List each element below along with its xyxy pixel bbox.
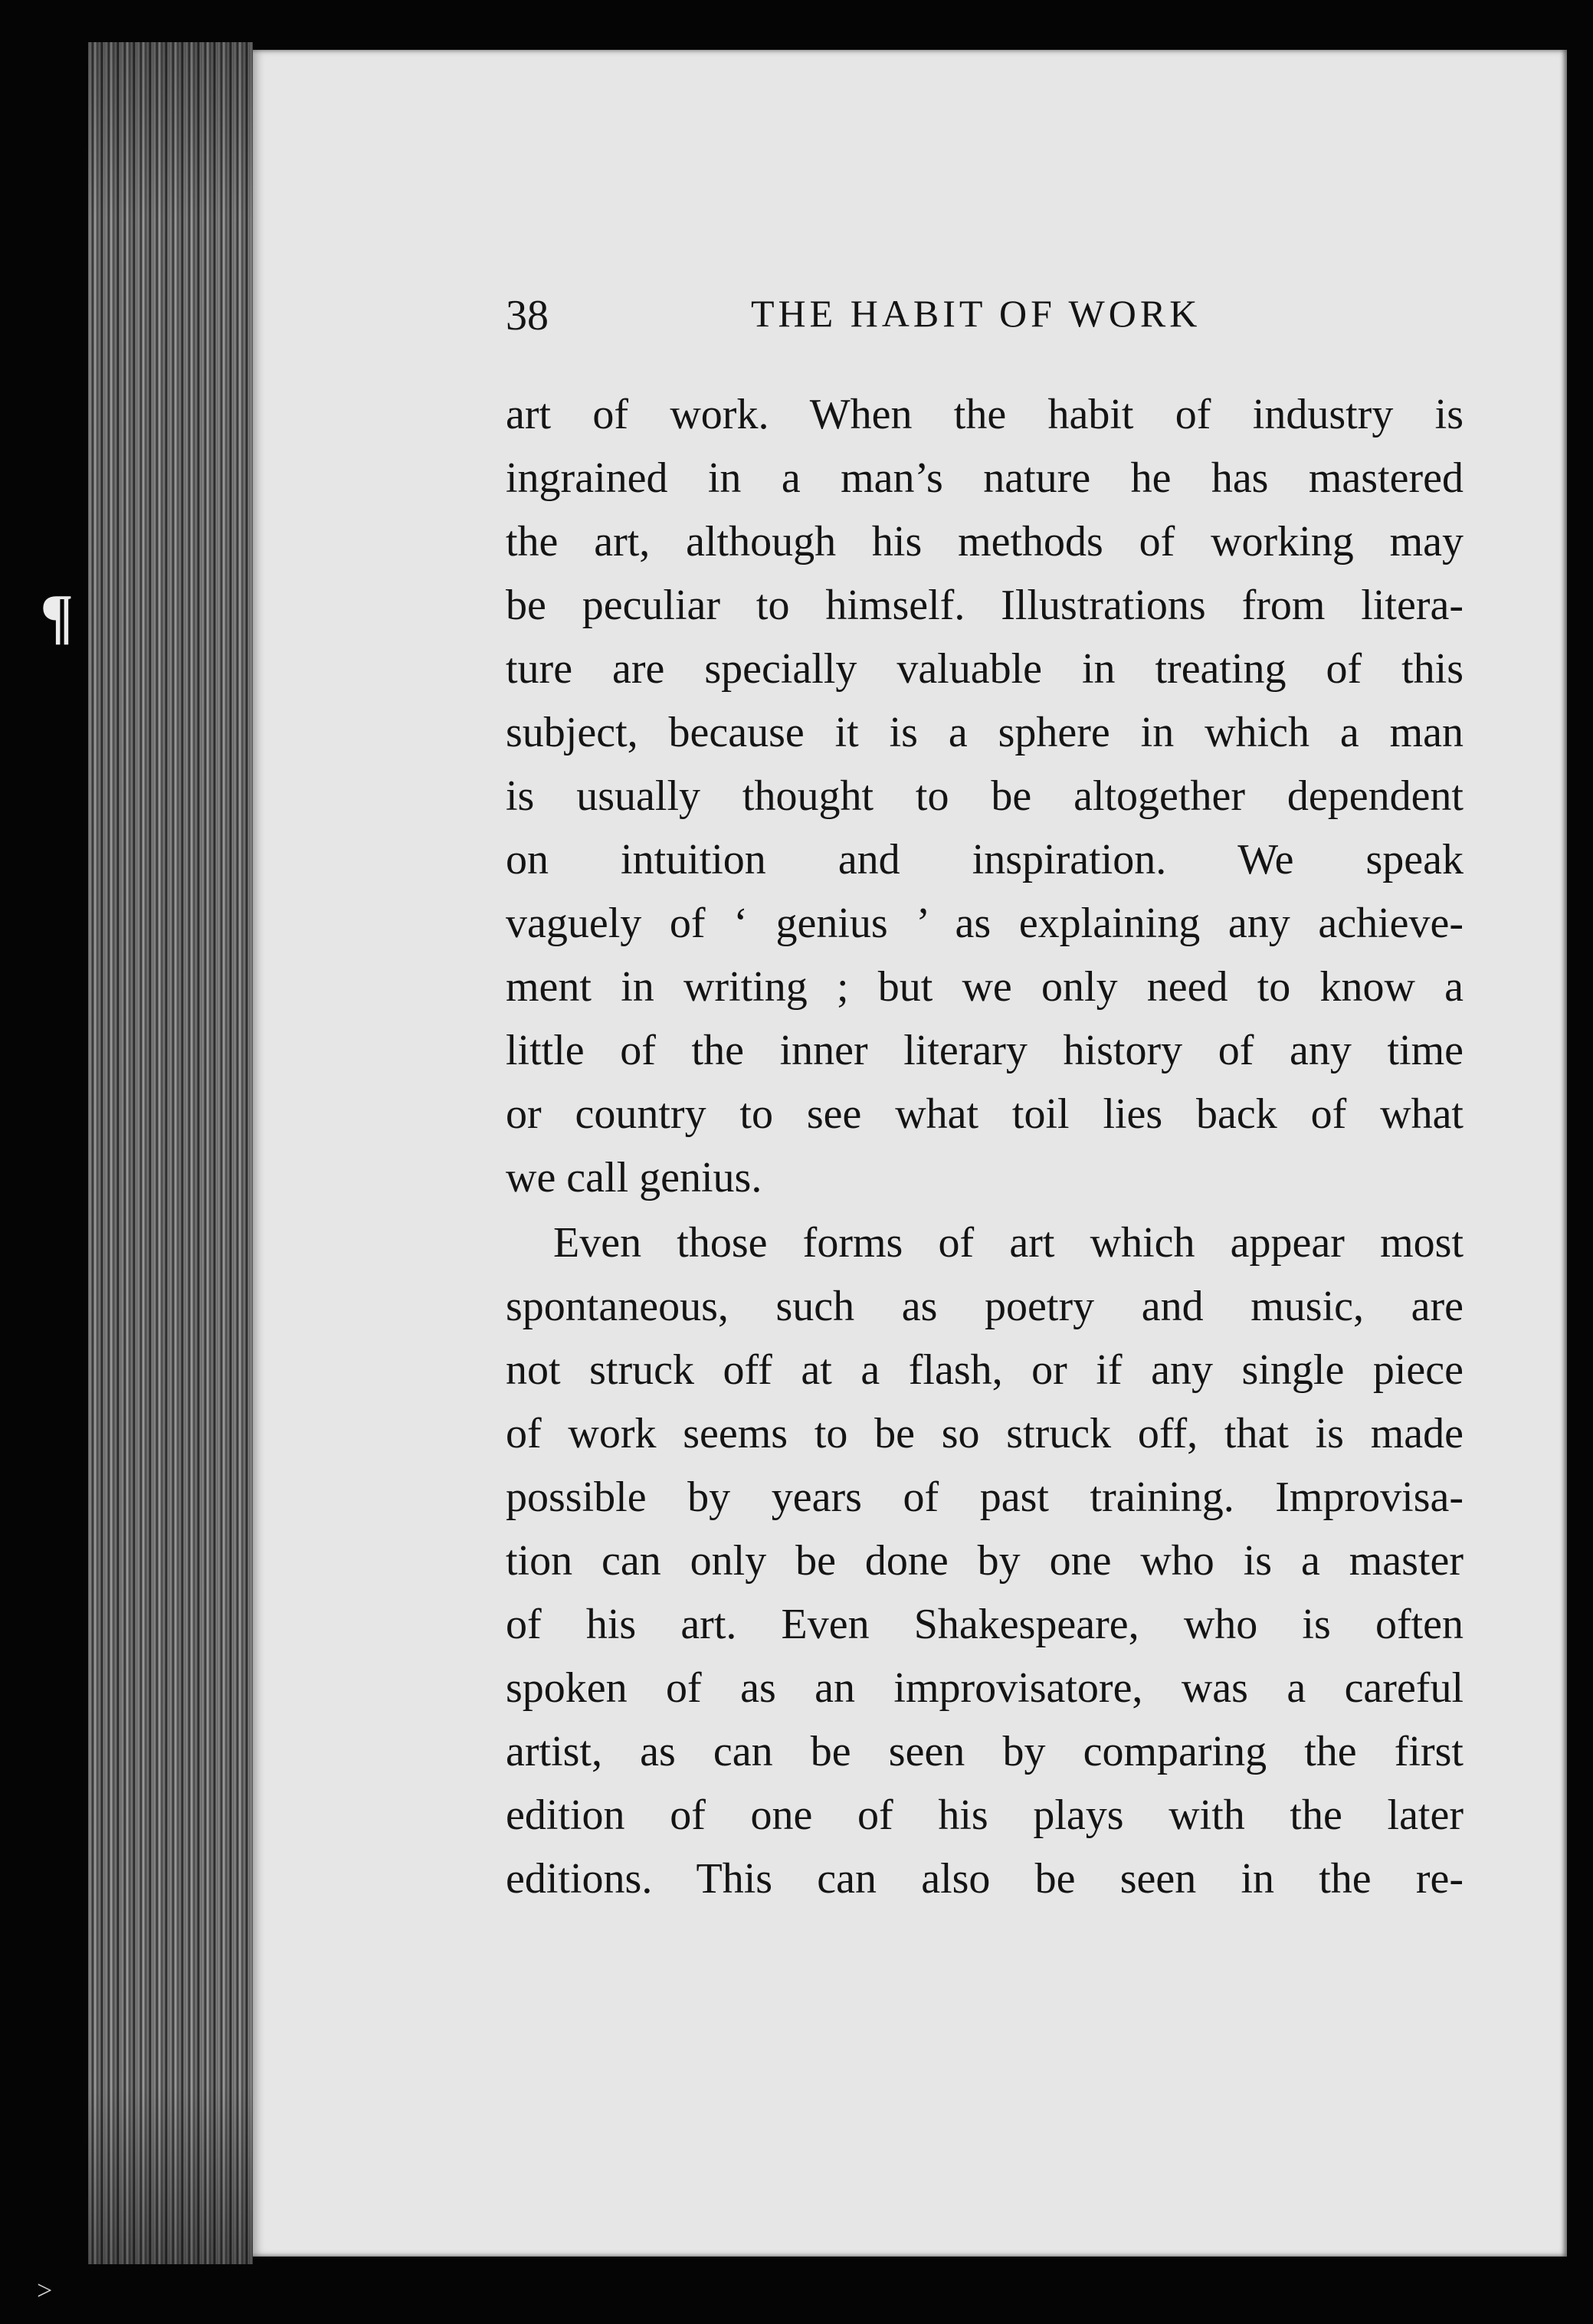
paragraph-2 — [506, 1211, 1464, 1911]
text-line: artist, as can be seen by comparing the first — [506, 1728, 1464, 1775]
text-line: or country to see what toil lies back of what — [506, 1090, 1464, 1138]
text-line: editions. This can also be seen in the re- — [506, 1855, 1464, 1903]
text-line: Even those forms of art which appear most — [553, 1219, 1464, 1267]
paragraph-1 — [506, 383, 1464, 1210]
text-line: art of work. When the habit of industry is — [506, 391, 1464, 438]
running-title: THE HABIT OF WORK — [751, 292, 1201, 335]
text-line: we call genius. — [506, 1154, 762, 1201]
margin-mark: ¶ — [42, 583, 73, 651]
text-line: the art, although his methods of working may — [506, 518, 1464, 565]
text-line: spoken of as an improvisatore, was a careful — [506, 1664, 1464, 1712]
text-line: tion can only be done by one who is a master — [506, 1537, 1464, 1585]
text-line: possible by years of past training. Improvisa- — [506, 1473, 1464, 1521]
text-line: on intuition and inspiration. We speak — [506, 836, 1464, 883]
text-line: ingrained in a man’s nature he has mastered — [506, 454, 1464, 502]
text-line: subject, because it is a sphere in which a man — [506, 709, 1464, 756]
text-line: is usually thought to be altogether dependent — [506, 772, 1464, 820]
text-line: vaguely of ‘ genius ’ as explaining any achieve- — [506, 900, 1464, 947]
text-line: spontaneous, such as poetry and music, are — [506, 1283, 1464, 1330]
text-line: little of the inner literary history of any time — [506, 1027, 1464, 1074]
page-number: 38 — [506, 292, 549, 339]
page-header — [506, 291, 1464, 352]
text-line: ture are specially valuable in treating of this — [506, 645, 1464, 693]
text-line: be peculiar to himself. Illustrations from litera- — [506, 582, 1464, 629]
book-page-edges — [88, 42, 253, 2264]
text-line: not struck off at a flash, or if any single piece — [506, 1346, 1464, 1394]
corner-mark: ˃ — [37, 2275, 53, 2306]
text-line: of work seems to be so struck off, that is made — [506, 1410, 1464, 1457]
body-text — [506, 383, 1464, 1911]
text-line: of his art. Even Shakespeare, who is often — [506, 1601, 1464, 1648]
text-line: ment in writing ; but we only need to know a — [506, 963, 1464, 1011]
text-line: edition of one of his plays with the later — [506, 1791, 1464, 1839]
